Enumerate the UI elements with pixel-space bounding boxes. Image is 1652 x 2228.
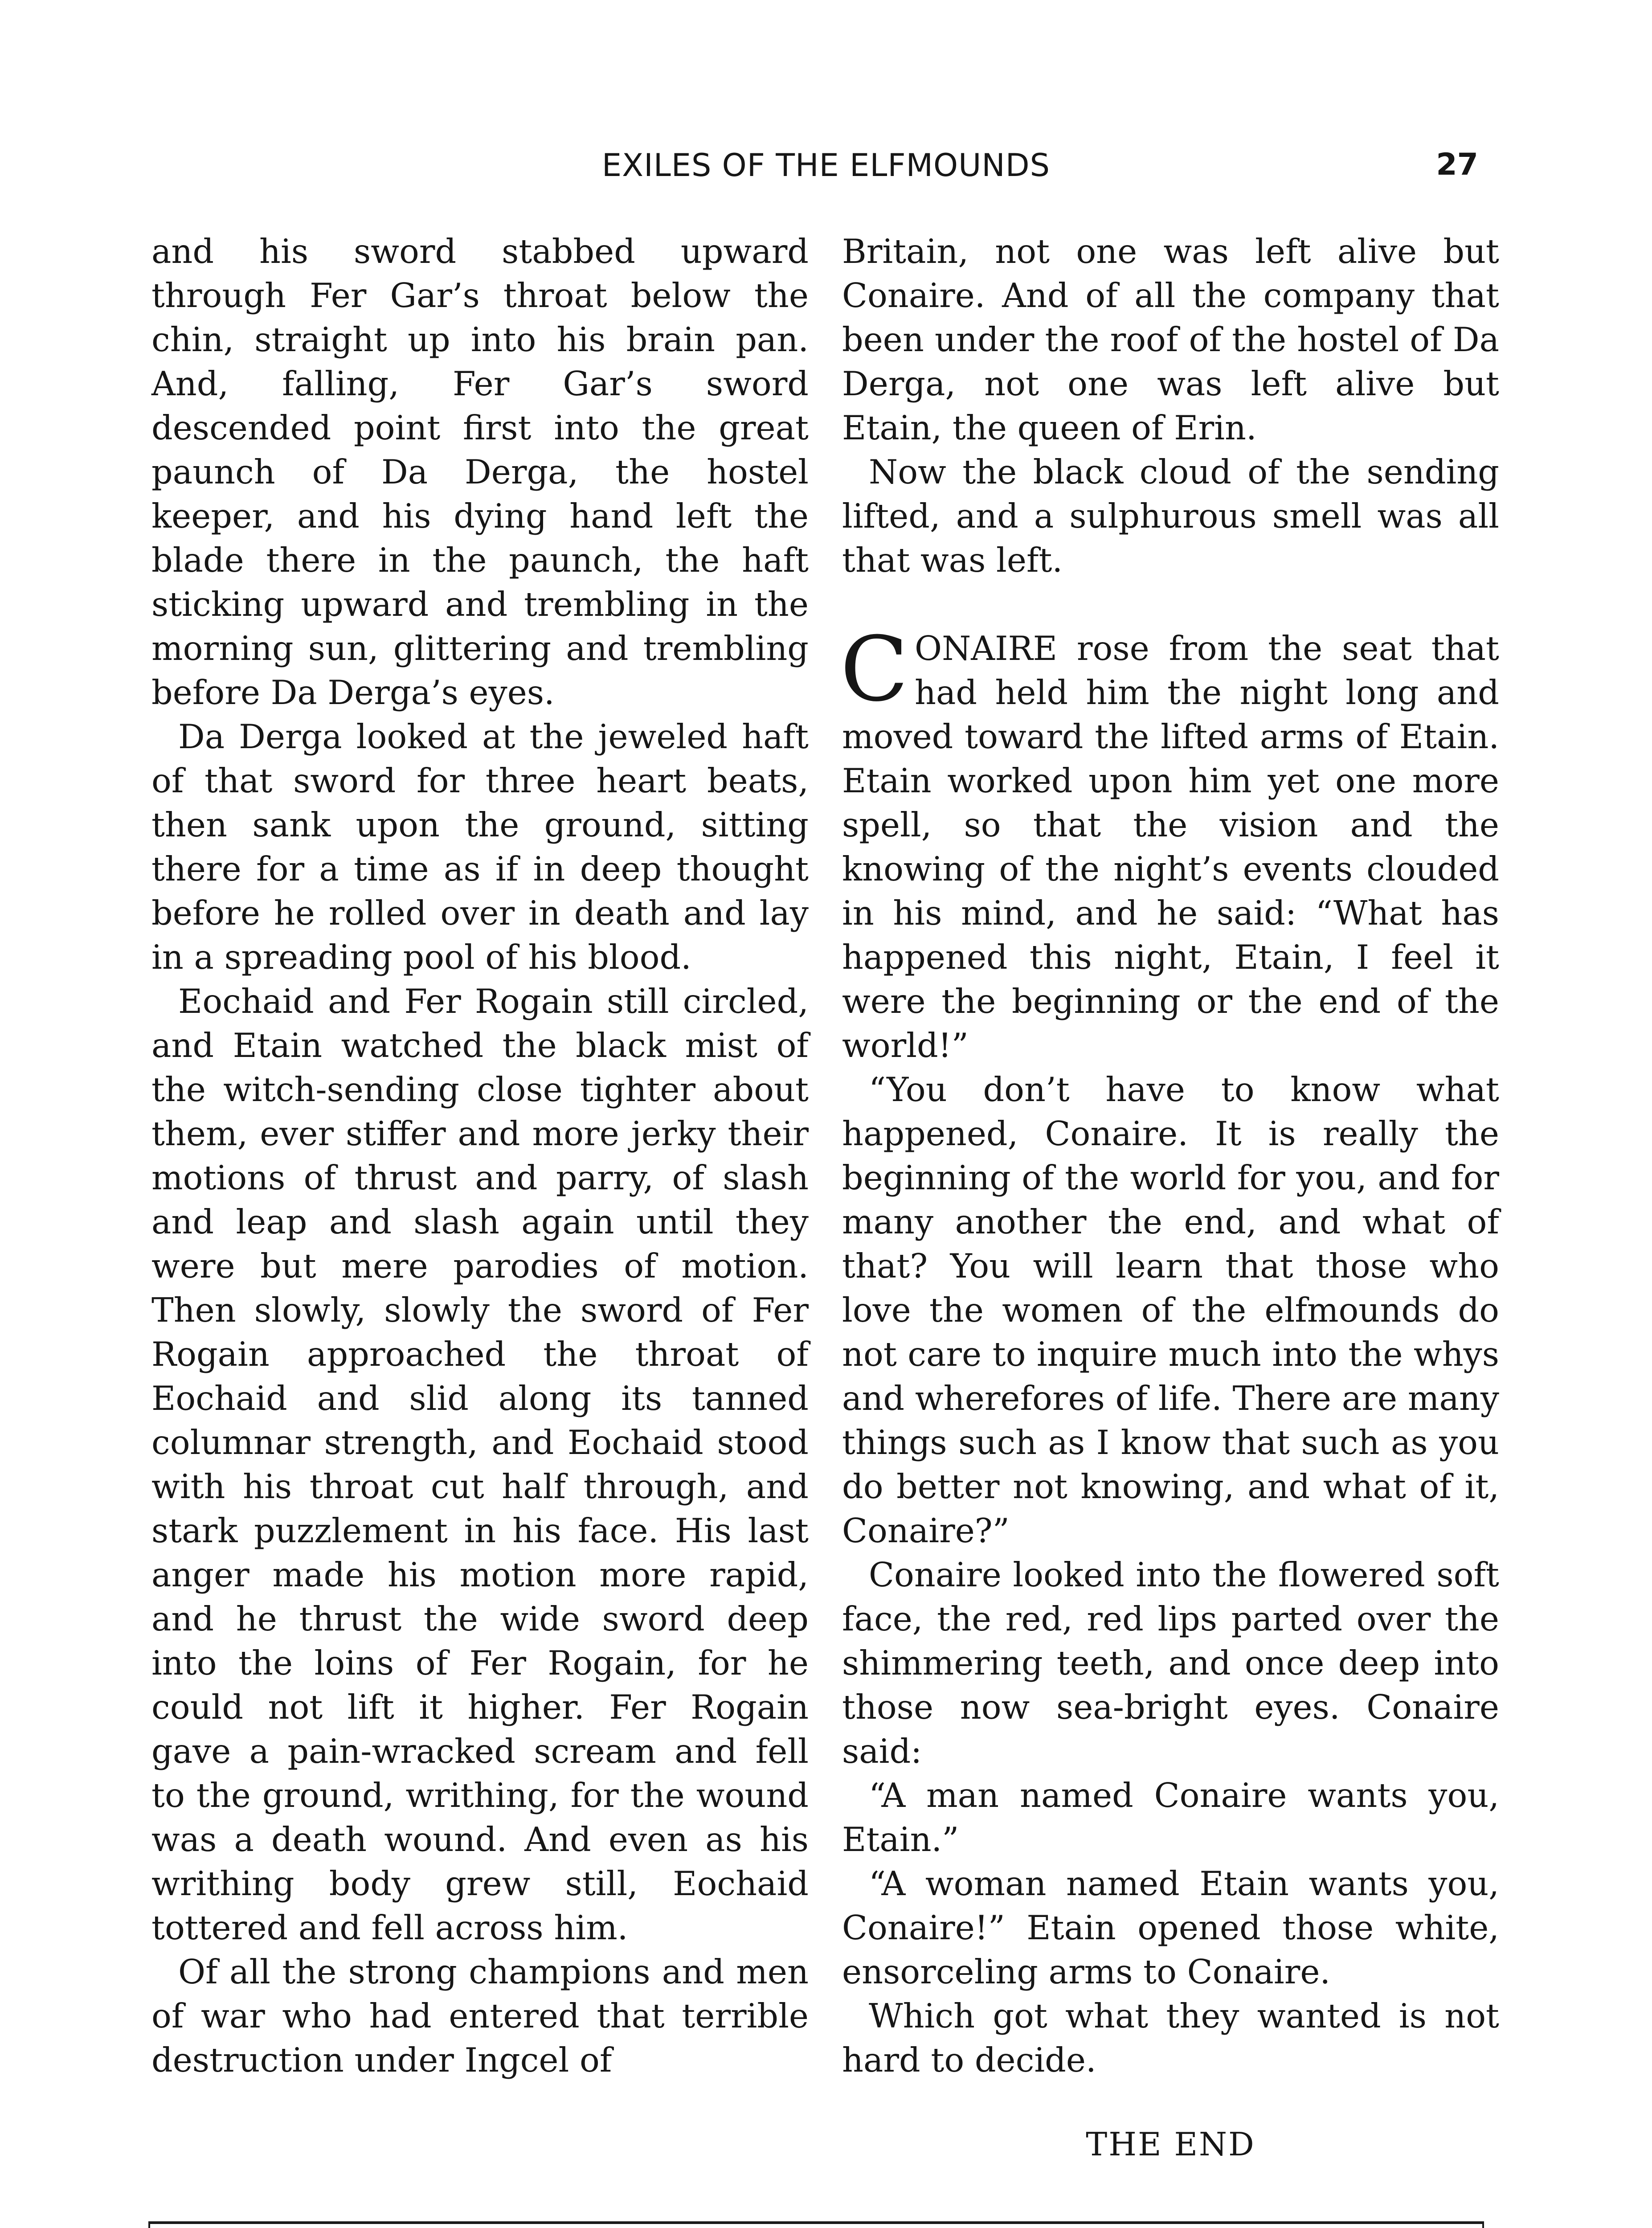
page-number: 27 [1436, 147, 1478, 182]
paragraph: “A woman named Etain wants you, Conaire!” Etain opened those white, ensorceling arms to Conaire. [842, 1864, 1499, 1991]
left-column [151, 229, 809, 2082]
right-column [842, 229, 1499, 2167]
paragraph: Eochaid and Fer Rogain still circled, and Etain watched the black mist of the witch-sending close tighter about them, ever stiffer and more jerky their motions of thrust and parry, of slash and leap and slash again until they were but mere parodies of motion. Then slowly, slowly the sword of Fer Rogain approached the throat of Eochaid and slid along its tanned columnar strength, and Eochaid stood with his throat cut half through, and stark puzzlement in his face. His last anger made his motion more rapid, and he thrust the wide sword deep into the loins of Fer Rogain, for he could not lift it higher. Fer Rogain gave a pain-wracked scream and fell to the ground, writhing, for the wound was a death wound. And even as his writhing body grew still, Eochaid tottered and fell across him. [151, 982, 809, 1947]
paragraph: Which got what they wanted is not hard to decide. [842, 1997, 1499, 2080]
paragraph: “A man named Conaire wants you, Etain.” [842, 1776, 1499, 1859]
paragraph: Da Derga looked at the jeweled haft of that sword for three heart beats, then sank upon the ground, sitting there for a time as if in deep thought before he rolled over in death and lay in a spreading pool of his blood. [151, 717, 809, 977]
the-end-label: THE END [1086, 2126, 1255, 2163]
page-header [0, 134, 1652, 187]
paragraph: Of all the strong champions and men of war who had entered that terrible destruction under Ingcel of [151, 1953, 809, 2080]
paragraph: Now the black cloud of the sending lifted, and a sulphurous smell was all that was left. [842, 453, 1499, 580]
paragraph: “You don’t have to know what happened, Conaire. It is really the beginning of the world for you, and for many another the end, and what of that? You will learn that those who love the women of the elfmounds do not care to inquire much into the whys and wherefores of life. There are many things such as I know that such as you do better not knowing, and what of it, Conaire?” [842, 1070, 1499, 1550]
running-title: EXILES OF THE ELFMOUNDS [601, 147, 1051, 184]
paragraph: and his sword stabbed upward through Fer Gar’s throat below the chin, straight up into his brain pan. And, falling, Fer Gar’s sword descended point first into the great paunch of Da Derga, the hostel keeper, and his dying hand left the blade there in the paunch, the haft sticking upward and trembling in the morning sun, glittering and trembling before Da Derga’s eyes. [151, 232, 809, 712]
paragraph: Britain, not one was left alive but Conaire. And of all the company that been under the roof of the hostel of Da Derga, not one was left alive but Etain, the queen of Erin. [842, 232, 1499, 447]
drop-cap-letter: C [840, 618, 909, 721]
next-month-ad-box [148, 2221, 1484, 2228]
dropcap-paragraph-text: ONAIRE rose from the seat that had held him the night long and moved toward the lifted arms of Etain. Etain worked upon him yet one more spell, so that the vision and the knowing of the night’s events clouded in his mind, and he said: “What has happened this night, Etain, I feel it were the beginning or the end of the world!” [842, 629, 1499, 1065]
paragraph: Conaire looked into the flowered soft face, the red, red lips parted over the shimmering teeth, and once deep into those now sea-bright eyes. Conaire said: [842, 1556, 1499, 1771]
dropcap-paragraph [840, 618, 1499, 1068]
